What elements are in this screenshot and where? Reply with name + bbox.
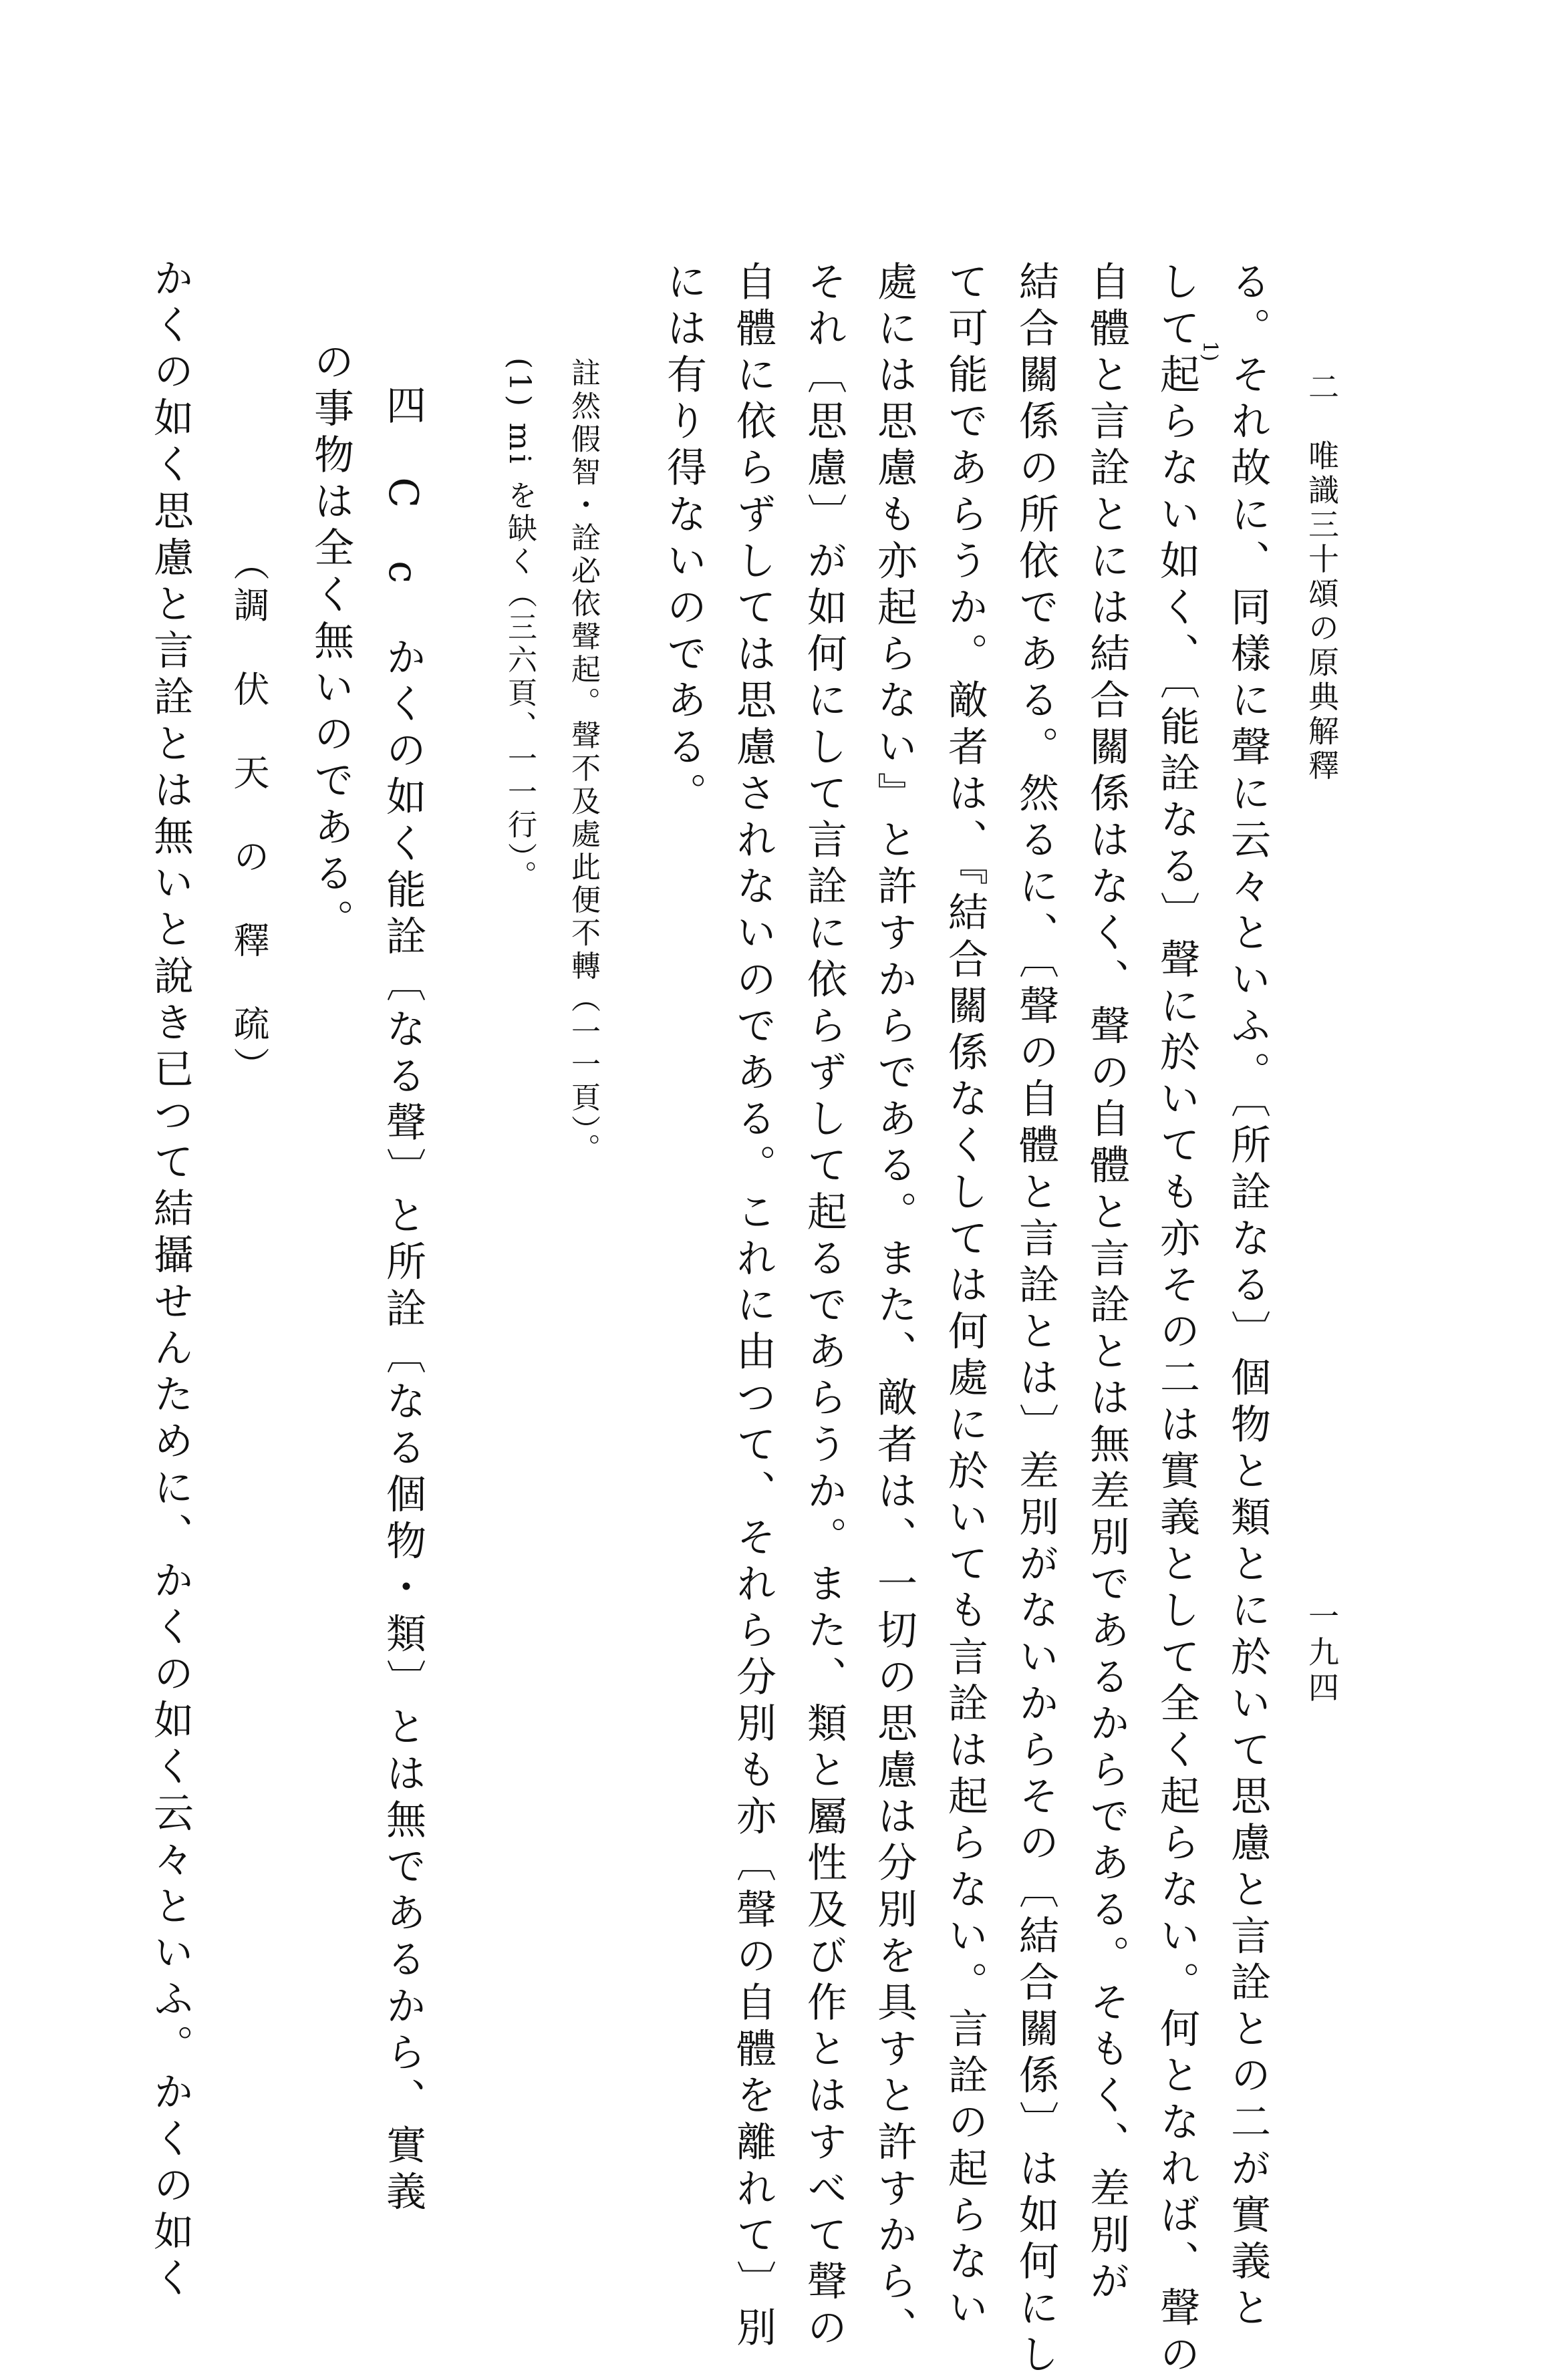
body-line-5: て可能であらうか。敵者は、『結合關係なくしては何處に於いても言詮は起らない。言詮の起らない <box>942 261 988 2333</box>
note-line-2 <box>503 357 537 893</box>
footnote-marker: 1) <box>1198 341 1222 361</box>
body-line-9: には有り得ないのである。 <box>660 261 707 819</box>
section-heading: 四 C c かくの如く能詮〔なる聲〕と所詮〔なる個物・類〕とは無であるから、實義 <box>380 384 426 2218</box>
section-heading-continuation: の事物は全く無いのである。 <box>307 341 354 945</box>
note-line-1 <box>566 357 600 1167</box>
page-number: 一九四 <box>1304 1600 1340 1708</box>
body-line-6: 處には思慮も亦起らない』と許すからである。また、敵者は、一切の思慮は分別を具すと許すから、 <box>871 261 917 2353</box>
body-line-8: 自體に依らずしては思慮されないのである。これに由つて、それら分別も亦〔聲の自體を離れて〕別 <box>730 261 776 2354</box>
running-header: 二 唯識三十頌の原典解釋 <box>1304 371 1340 784</box>
body-line-4: 結合關係の所依である。然るに、〔聲の自體と言詮とは〕差別がないからその〔結合關係〕は如何にし <box>1012 261 1059 2380</box>
body-line-2: して起らない如く、〔能詮なる〕聲に於いても亦その二は實義として全く起らない。何となれば、聲の <box>1153 261 1200 2380</box>
commentary-subheading: （調 伏 天 の 釋 疏） <box>228 545 270 1089</box>
body-line-7: それ〔思慮〕が如何にして言詮に依らずして起るであらうか。また、類と屬性及び作とはすべて聲の <box>801 261 847 2354</box>
body-line-3: 自體と言詮とには結合關係はなく、聲の自體と言詮とは無差別であるからである。そもく、差別が <box>1083 261 1130 2307</box>
note-item-number: (1) <box>503 357 537 410</box>
section-paragraph-line-1: かくの如く思慮と言詮とは無いと說き已つて結攝せんために、かくの如く云々といふ。かくの如く <box>147 257 194 2304</box>
note-item-text: mi を缺く（三六頁、一一行）。 <box>503 422 537 893</box>
note-text: 然假智・詮必依聲起。聲不及處此便不轉（一一頁）。 <box>566 390 600 1167</box>
note-label: 註 <box>566 357 600 391</box>
body-line-1: る。それ故に、同樣に聲に云々といふ。〔所詮なる〕個物と類とに於いて思慮と言詮との二が實義と <box>1224 261 1271 2333</box>
